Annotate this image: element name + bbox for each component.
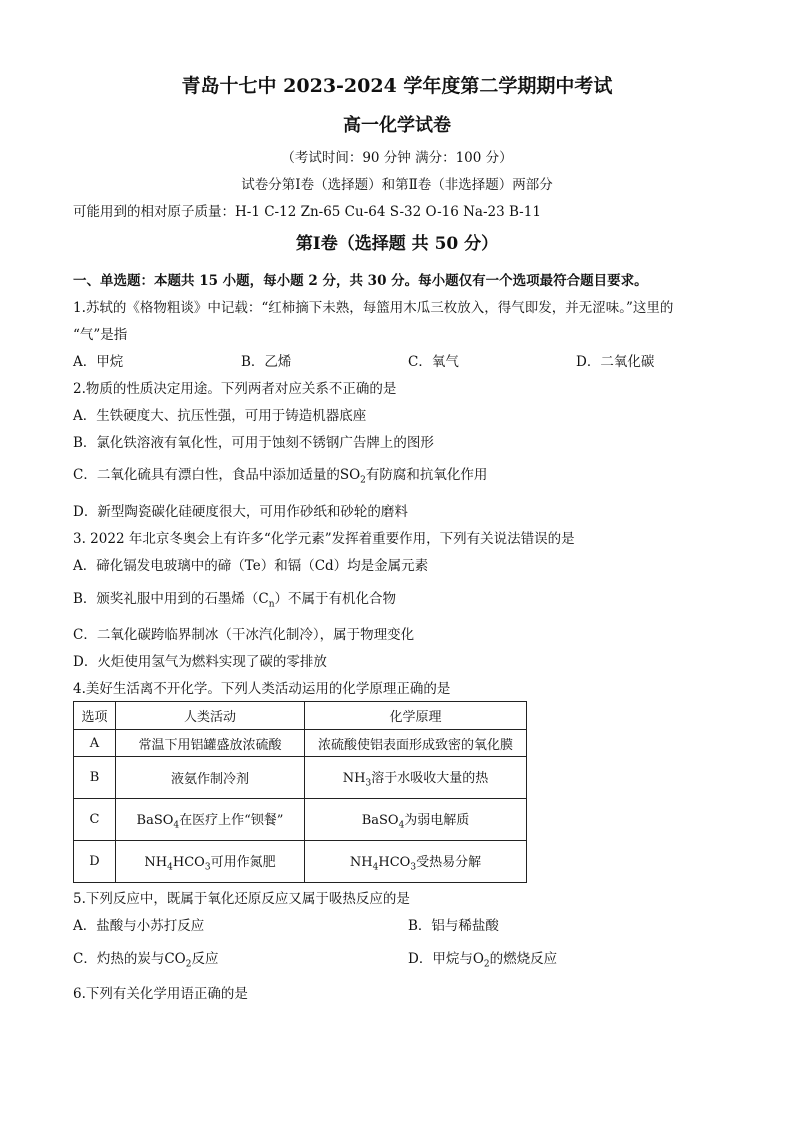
q1-option-d: D．二氧化碳 [576, 354, 655, 370]
row-a-principle: 浓硫酸使铝表面形成致密的氧化膜 [305, 730, 527, 757]
q1-stem-line2: “气”是指 [73, 327, 128, 343]
row-d-option: D [74, 841, 116, 883]
q5-option-d: D．甲烷与$O_2$的燃烧反应 [408, 951, 558, 970]
table-row [74, 730, 527, 757]
parts-note: 试卷分第Ⅰ卷（选择题）和第Ⅱ卷（非选择题）两部分 [241, 177, 553, 193]
table-row [74, 841, 527, 883]
q1-stem-line1: 1.苏轼的《格物粗谈》中记载：“红柿摘下未熟，每篮用木瓜三枚放入，得气即发，并无涩味。”这里的 [73, 300, 674, 316]
q6-stem: 6.下列有关化学用语正确的是 [73, 986, 248, 1002]
row-c-principle: BaSO$_4$为弱电解质 [305, 799, 527, 841]
exam-info: （考试时间：90 分钟 满分：100 分） [281, 150, 513, 166]
row-b-principle: $NH_3$溶于水吸收大量的热 [305, 757, 527, 799]
q5-option-b: B．铝与稀盐酸 [408, 918, 499, 934]
q2-option-a: A．生铁硬度大、抗压性强，可用于铸造机器底座 [73, 408, 367, 424]
q3-stem: 3. 2022 年北京冬奥会上有许多“化学元素”发挥着重要作用，下列有关说法错误的是 [73, 531, 575, 547]
q4-table [73, 701, 527, 883]
q4-stem: 4.美好生活离不开化学。下列人类活动运用的化学原理正确的是 [73, 681, 451, 697]
table-header-row [74, 702, 527, 730]
section-instruction: 一、单选题：本题共 15 小题，每小题 2 分，共 30 分。每小题仅有一个选项最符合题目要求。 [73, 273, 648, 289]
q2-stem: 2.物质的性质决定用途。下列两者对应关系不正确的是 [73, 381, 397, 397]
header-activity: 人类活动 [116, 702, 305, 730]
q3-option-c: C．二氧化碳跨临界制冰（干冰汽化制冷），属于物理变化 [73, 627, 415, 643]
row-b-activity: 液氨作制冷剂 [116, 757, 305, 799]
row-a-option: A [74, 730, 116, 757]
row-b-option: B [74, 757, 116, 799]
header-option: 选项 [74, 702, 116, 730]
table-row [74, 799, 527, 841]
q2-option-b: B．氯化铁溶液有氧化性，可用于蚀刻不锈钢广告牌上的图形 [73, 435, 434, 451]
q5-stem: 5.下列反应中，既属于氧化还原反应又属于吸热反应的是 [73, 891, 410, 907]
row-d-principle: $NH_4HCO_3$受热易分解 [305, 841, 527, 883]
row-c-activity: BaSO$_4$在医疗上作“钡餐” [116, 799, 305, 841]
q2-option-c: C．二氧化硫具有漂白性，食品中添加适量的$SO_2$有防腐和抗氧化作用 [73, 467, 488, 486]
q2-option-d: D．新型陶瓷碳化硅硬度很大，可用作砂纸和砂轮的磨料 [73, 504, 408, 520]
q3-option-a: A．碲化镉发电玻璃中的碲（Te）和镉（Cd）均是金属元素 [73, 558, 429, 574]
q1-option-a: A．甲烷 [73, 354, 124, 370]
q1-option-c: C．氧气 [408, 354, 459, 370]
row-d-activity: $NH_4HCO_3$可用作氮肥 [116, 841, 305, 883]
q3-option-b: B．颁奖礼服中用到的石墨烯$(C_n)$不属于有机化合物 [73, 591, 397, 610]
q5-option-a: A．盐酸与小苏打反应 [73, 918, 205, 934]
exam-subtitle: 高一化学试卷 [343, 115, 451, 136]
exam-title: 青岛十七中 2023-2024 学年度第二学期期中考试 [181, 75, 613, 97]
q3-option-d: D．火炬使用氢气为燃料实现了碳的零排放 [73, 654, 327, 670]
table-row [74, 757, 527, 799]
row-a-activity: 常温下用铝罐盛放浓硫酸 [116, 730, 305, 757]
q5-option-c: C．灼热的炭与$CO_2$反应 [73, 951, 219, 970]
q1-option-b: B．乙烯 [241, 354, 292, 370]
row-c-option: C [74, 799, 116, 841]
atomic-masses: 可能用到的相对原子质量：H-1 C-12 Zn-65 Cu-64 S-32 O-16 Na-23 B-11 [73, 204, 541, 220]
header-principle: 化学原理 [305, 702, 527, 730]
section-title: 第Ⅰ卷（选择题 共 50 分） [295, 234, 499, 254]
